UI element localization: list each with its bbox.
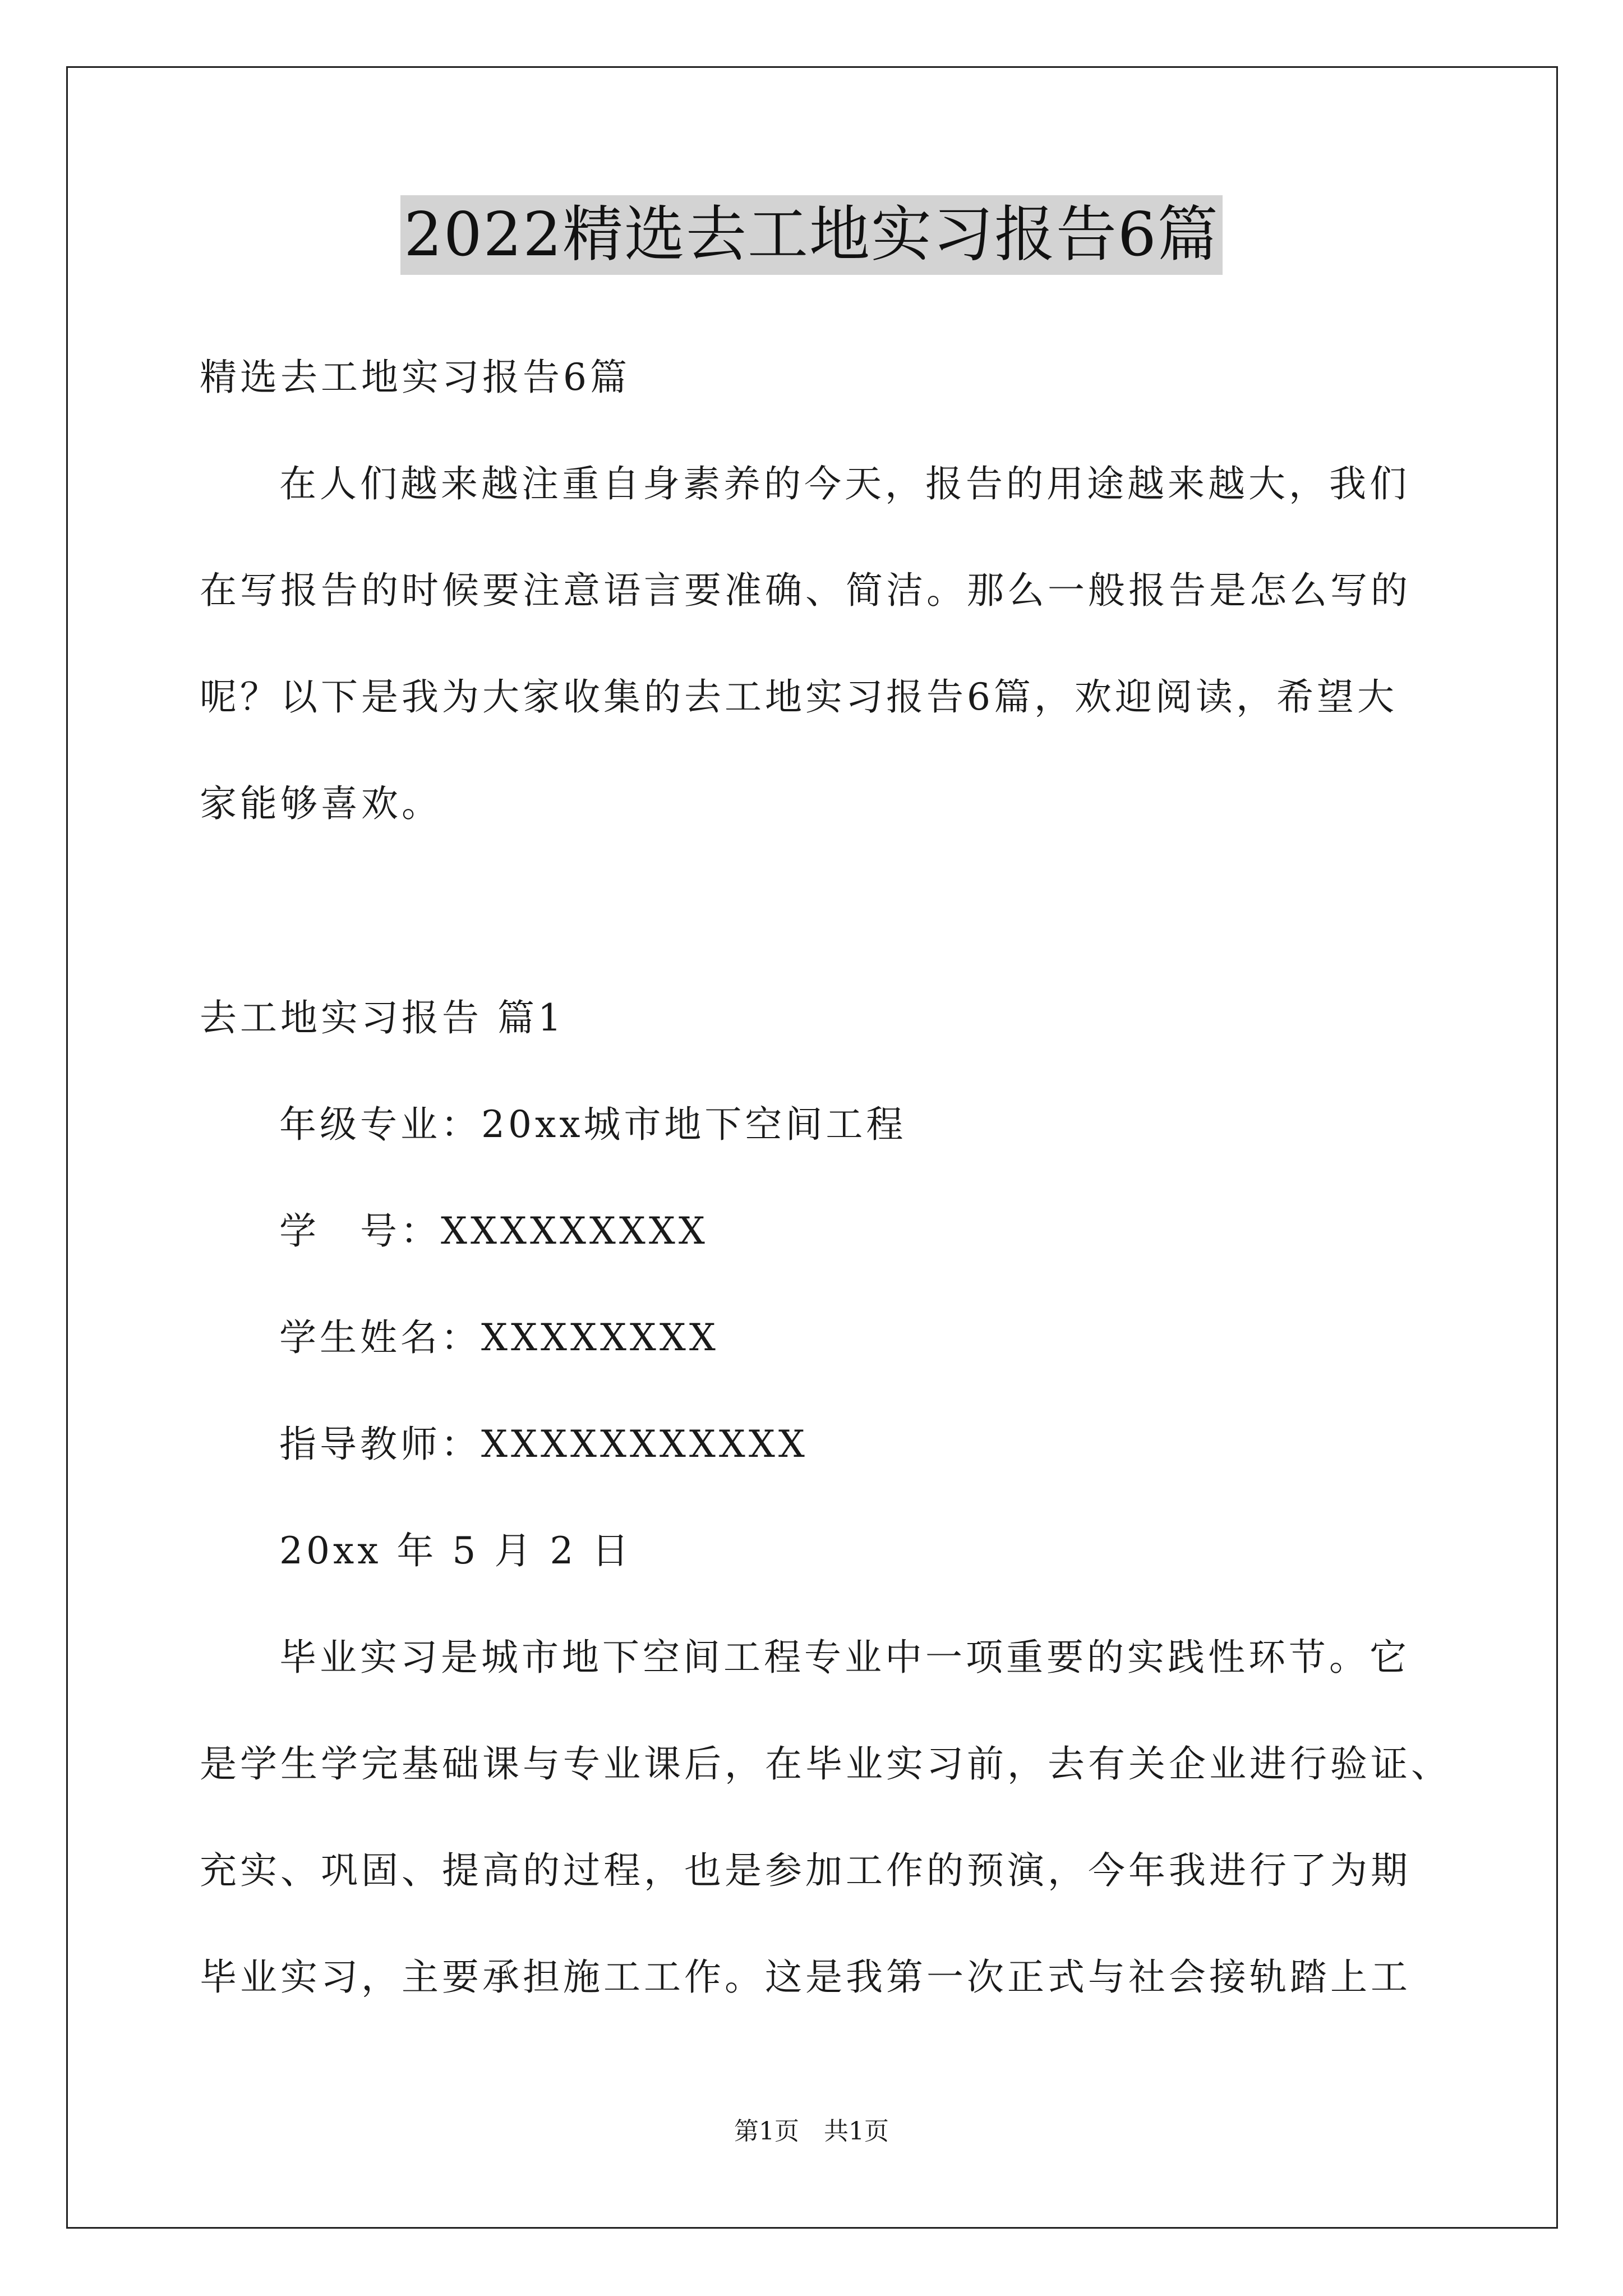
document-subtitle: 精选去工地实习报告6篇 xyxy=(200,356,630,399)
field-line: 学 号：XXXXXXXXX xyxy=(279,1209,708,1253)
body-line: 毕业实习，主要承担施工工作。这是我第一次正式与社会接轨踏上工 xyxy=(200,1955,1411,1999)
section-heading: 去工地实习报告 篇1 xyxy=(200,996,565,1039)
body-line: 是学生学完基础课与专业课后，在毕业实习前，去有关企业进行验证、 xyxy=(200,1742,1451,1786)
field-line: 年级专业：20xx城市地下空间工程 xyxy=(279,1103,907,1146)
body-line: 充实、巩固、提高的过程，也是参加工作的预演，今年我进行了为期 xyxy=(200,1849,1411,1892)
body-line: 毕业实习是城市地下空间工程专业中一项重要的实践性环节。它 xyxy=(279,1636,1410,1679)
intro-line: 呢？以下是我为大家收集的去工地实习报告6篇，欢迎阅读，希望大 xyxy=(200,675,1398,719)
intro-line: 在写报告的时候要注意语言要准确、简洁。那么一般报告是怎么写的 xyxy=(200,569,1411,612)
page-footer: 第1页 共1页 xyxy=(734,2117,889,2146)
document-title: 2022精选去工地实习报告6篇 xyxy=(400,195,1223,275)
intro-line: 在人们越来越注重自身素养的今天，报告的用途越来越大，我们 xyxy=(279,462,1410,505)
field-line: 指导教师：XXXXXXXXXXX xyxy=(279,1423,808,1466)
title-wrap xyxy=(0,195,1623,275)
date-line: 20xx 年 5 月 2 日 xyxy=(279,1529,633,1572)
field-line: 学生姓名：XXXXXXXX xyxy=(279,1316,719,1359)
intro-line: 家能够喜欢。 xyxy=(200,782,442,825)
